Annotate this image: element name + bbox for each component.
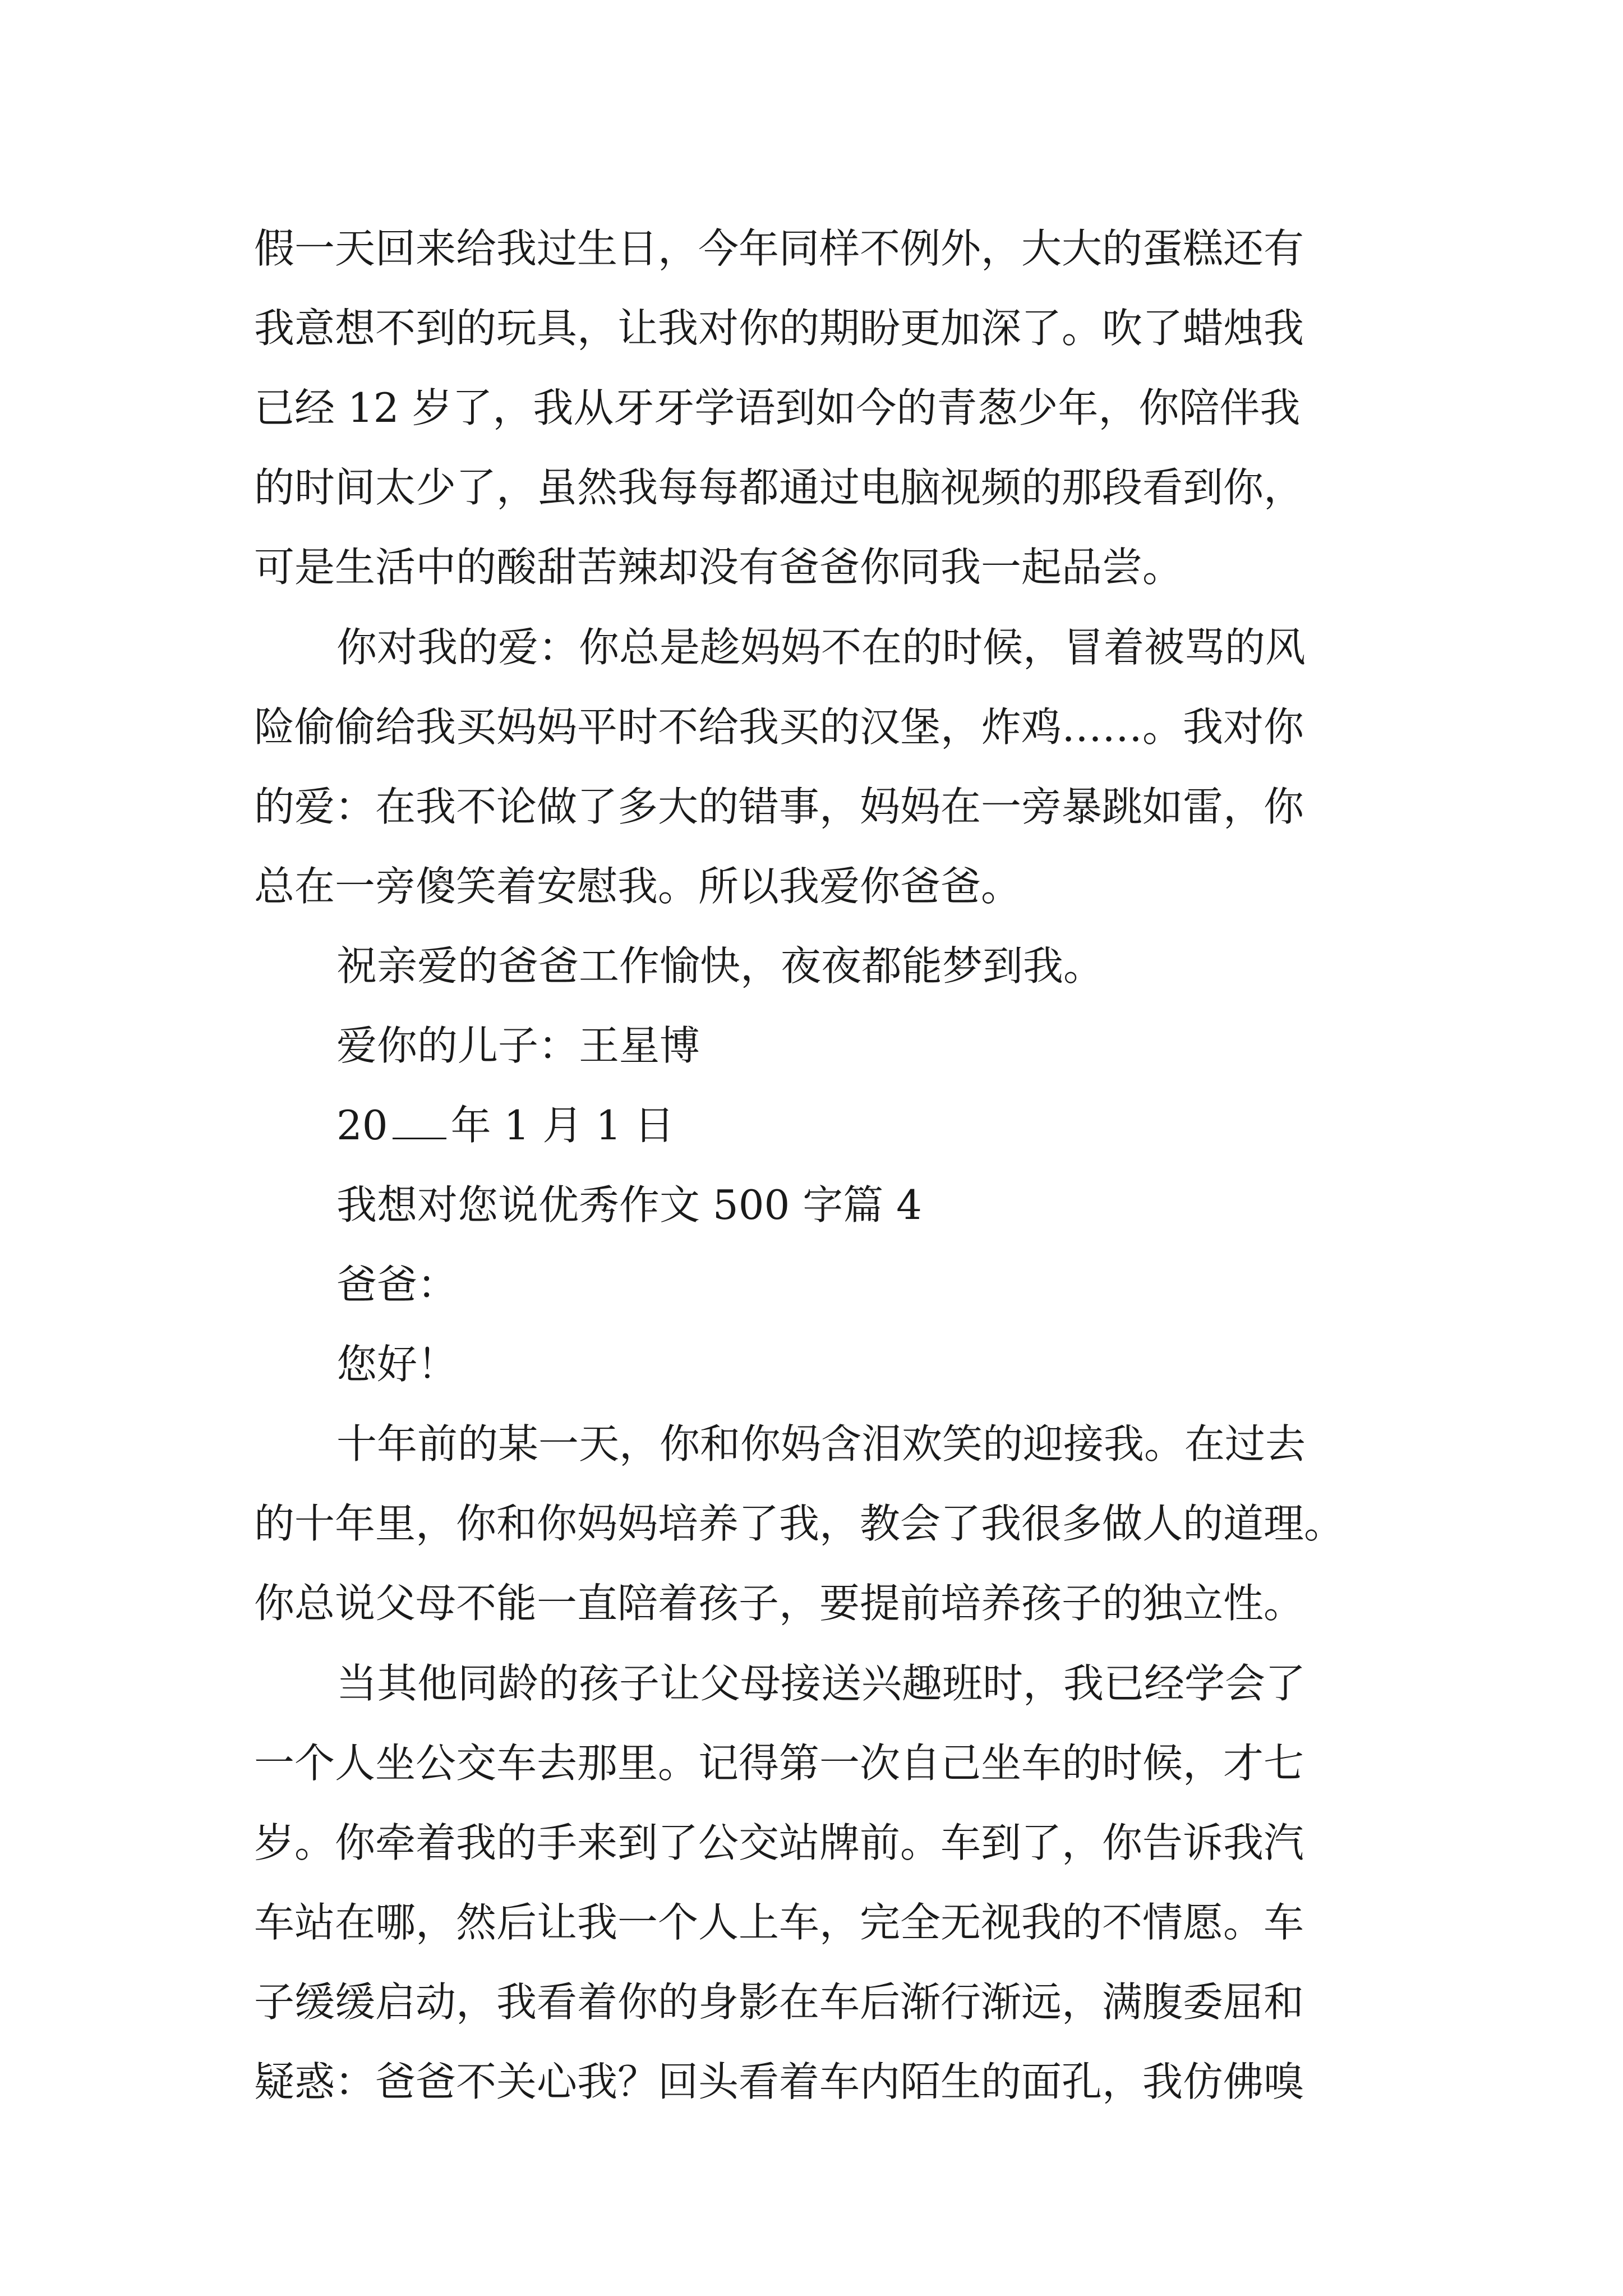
paragraph-line: 十年前的某一天，你和你妈含泪欢笑的迎接我。在过去 — [336, 1420, 1306, 1467]
paragraph-line: 的时间太少了，虽然我每每都通过电脑视频的那段看到你， — [254, 464, 1304, 511]
paragraph-line: 车站在哪，然后让我一个人上车，完全无视我的不情愿。车 — [254, 1899, 1304, 1946]
paragraph-line: 的十年里，你和你妈妈培养了我，教会了我很多做人的道理。 — [254, 1500, 1345, 1547]
salutation: 爸爸： — [336, 1261, 458, 1308]
signature: 爱你的儿子：王星博 — [336, 1022, 700, 1069]
paragraph-line: 的爱：在我不论做了多大的错事，妈妈在一旁暴跳如雷，你 — [254, 783, 1304, 830]
paragraph-line: 你总说父母不能一直陪着孩子，要提前培养孩子的独立性。 — [254, 1580, 1304, 1627]
paragraph-line: 子缓缓启动，我看着你的身影在车后渐行渐远，满腹委屈和 — [254, 1978, 1304, 2026]
paragraph-line: 险偷偷给我买妈妈平时不给我买的汉堡，炸鸡……。我对你 — [254, 703, 1304, 751]
paragraph-line: 疑惑：爸爸不关心我？回头看着车内陌生的面孔，我仿佛嗅 — [254, 2058, 1304, 2105]
paragraph-line: 我意想不到的玩具，让我对你的期盼更加深了。吹了蜡烛我 — [254, 305, 1304, 352]
paragraph-line: 当其他同龄的孩子让父母接送兴趣班时，我已经学会了 — [336, 1660, 1306, 1707]
closing-wish: 祝亲爱的爸爸工作愉快，夜夜都能梦到我。 — [336, 942, 1104, 990]
date-year-prefix: 20 — [336, 1102, 388, 1149]
paragraph-line: 总在一旁傻笑着安慰我。所以我爱你爸爸。 — [254, 863, 1022, 910]
paragraph-line: 岁。你牵着我的手来到了公交站牌前。车到了，你告诉我汽 — [254, 1819, 1304, 1866]
date-blank — [393, 1135, 446, 1139]
paragraph-line: 你对我的爱：你总是趁妈妈不在的时候，冒着被骂的风 — [336, 624, 1306, 671]
date-rest: 年 1 月 1 日 — [450, 1102, 675, 1149]
greeting: 您好！ — [336, 1341, 458, 1388]
letter-date — [336, 1097, 1492, 1153]
paragraph-line: 已经 12 岁了，我从牙牙学语到如今的青葱少年，你陪伴我 — [254, 384, 1301, 431]
paragraph-line: 一个人坐公交车去那里。记得第一次自己坐车的时候，才七 — [254, 1740, 1304, 1787]
paragraph-line: 假一天回来给我过生日，今年同样不例外，大大的蛋糕还有 — [254, 225, 1304, 272]
section-title: 我想对您说优秀作文 500 字篇 4 — [336, 1181, 922, 1228]
paragraph-line: 可是生活中的酸甜苦辣却没有爸爸你同我一起品尝。 — [254, 544, 1183, 591]
